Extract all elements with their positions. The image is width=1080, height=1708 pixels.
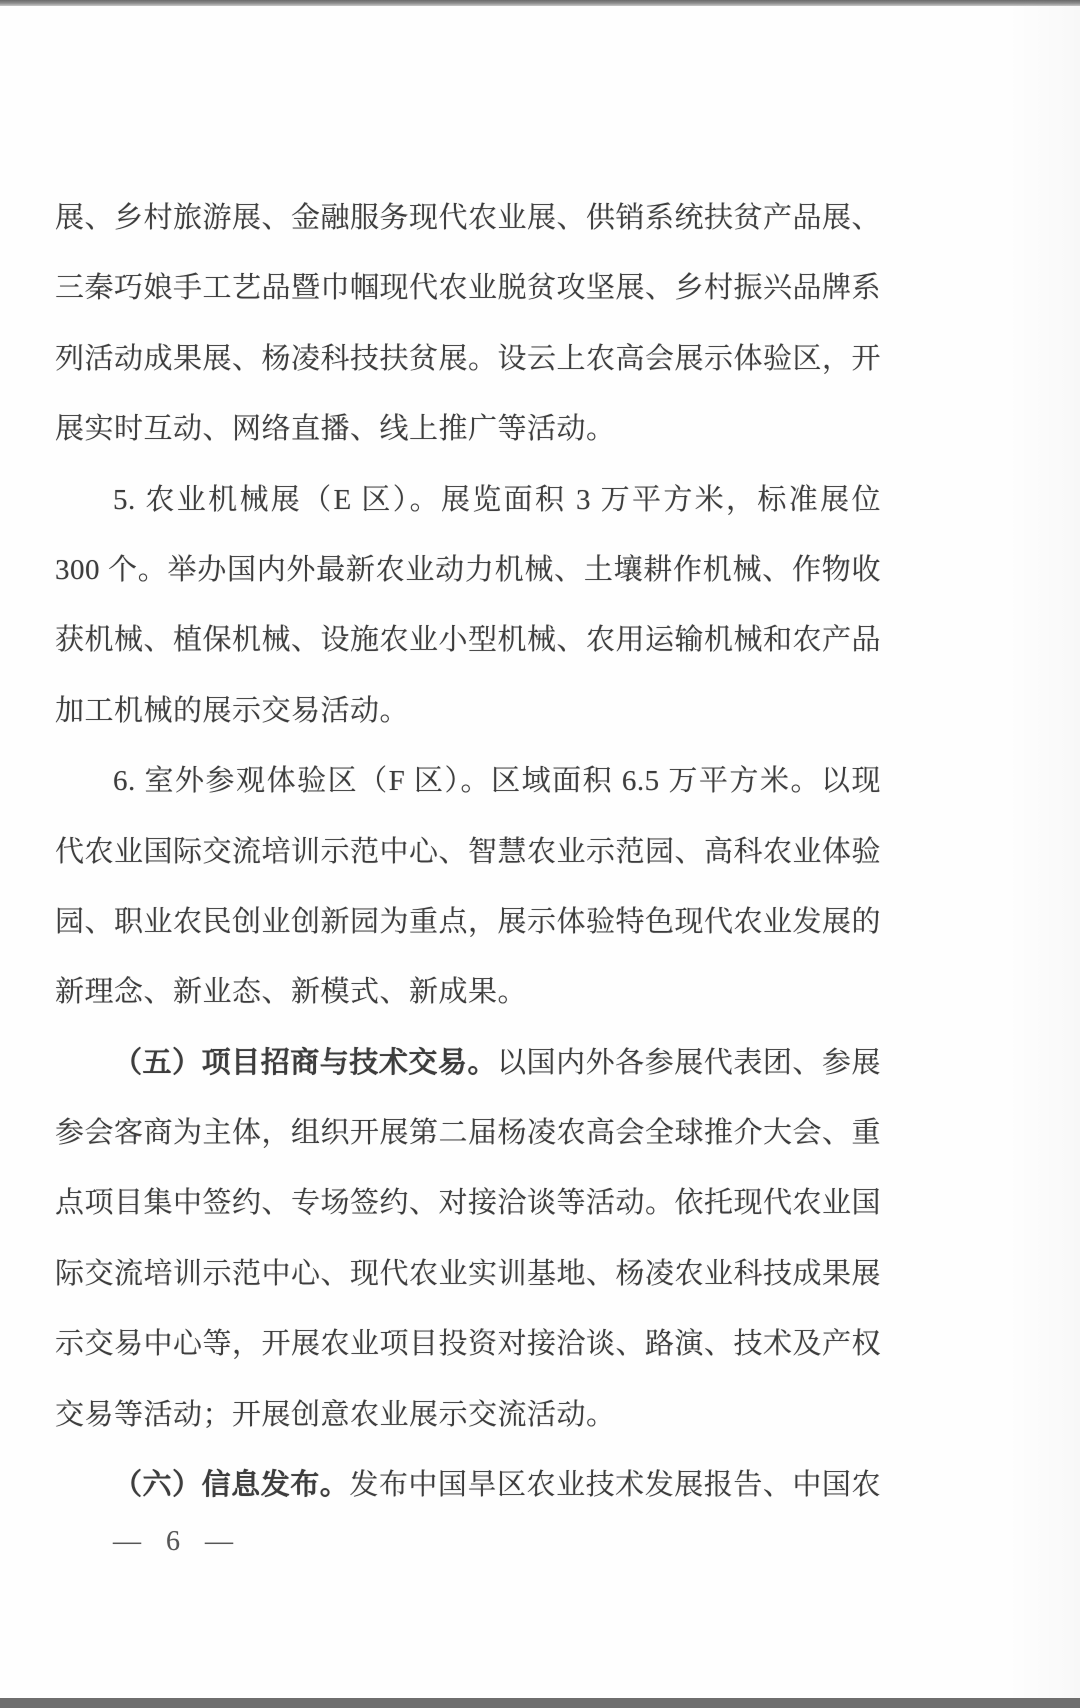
line-text: 三秦巧娘手工艺品暨巾帼现代农业脱贫攻坚展、乡村振兴品牌系 (55, 272, 882, 305)
text-line (55, 605, 881, 675)
text-line (55, 1380, 881, 1450)
line-text: 以国内外各参展代表团、参展 (497, 1046, 881, 1079)
line-text: 6. 室外参观体验区（F 区）。区域面积 6.5 万平方米。以现 (113, 765, 881, 798)
text-line (55, 887, 881, 957)
line-text: 交易等活动；开展创意农业展示交流活动。 (55, 1398, 616, 1431)
text-line (55, 394, 881, 464)
line-text: 参会客商为主体，组织开展第二届杨凌农高会全球推介大会、重 (55, 1117, 882, 1150)
line-text: 300 个。举办国内外最新农业动力机械、土壤耕作机械、作物收 (55, 553, 881, 586)
text-line (55, 535, 881, 605)
text-line (55, 746, 881, 816)
text-line (55, 1450, 881, 1520)
text-line (55, 1168, 881, 1238)
scan-right-smudge (1005, 0, 1080, 1708)
scan-bottom-edge (0, 1698, 1080, 1708)
text-line (55, 1028, 881, 1098)
text-line (55, 676, 881, 746)
page-number (113, 1524, 234, 1560)
text-line (55, 324, 881, 394)
document-body (55, 183, 881, 1520)
text-line (55, 1309, 881, 1379)
text-line (55, 183, 881, 253)
line-bold-segment: （五）项目招商与技术交易。 (113, 1046, 498, 1079)
line-text: 新理念、新业态、新模式、新成果。 (55, 976, 528, 1009)
line-bold-segment: （六）信息发布。 (113, 1469, 350, 1502)
line-text: 示交易中心等，开展农业项目投资对接洽谈、路演、技术及产权 (55, 1328, 882, 1361)
text-line (55, 1098, 881, 1168)
line-text: 获机械、植保机械、设施农业小型机械、农用运输机械和农产品 (55, 624, 882, 657)
line-text: 园、职业农民创业创新园为重点，展示体验特色现代农业发展的 (55, 905, 882, 938)
text-line (55, 253, 881, 323)
line-text: 展、乡村旅游展、金融服务现代农业展、供销系统扶贫产品展、 (55, 202, 882, 234)
line-text: 展实时互动、网络直播、线上推广等活动。 (55, 413, 616, 446)
text-line (55, 817, 881, 887)
line-text: 点项目集中签约、专场签约、对接洽谈等活动。依托现代农业国 (55, 1187, 882, 1220)
scan-top-edge (0, 0, 1080, 6)
line-text: 5. 农业机械展（E 区）。展览面积 3 万平方米，标准展位 (113, 483, 881, 516)
line-text: 列活动成果展、杨凌科技扶贫展。设云上农高会展示体验区，开 (55, 342, 882, 375)
line-text: 代农业国际交流培训示范中心、智慧农业示范园、高科农业体验 (55, 835, 882, 868)
line-text: 发布中国旱区农业技术发展报告、中国农 (349, 1469, 881, 1502)
text-line (55, 957, 881, 1027)
line-text: 际交流培训示范中心、现代农业实训基地、杨凌农业科技成果展 (55, 1257, 882, 1290)
line-text: 加工机械的展示交易活动。 (55, 694, 410, 727)
page-number-label: — 6 — (113, 1526, 234, 1557)
text-line (55, 465, 881, 535)
text-line (55, 1239, 881, 1309)
